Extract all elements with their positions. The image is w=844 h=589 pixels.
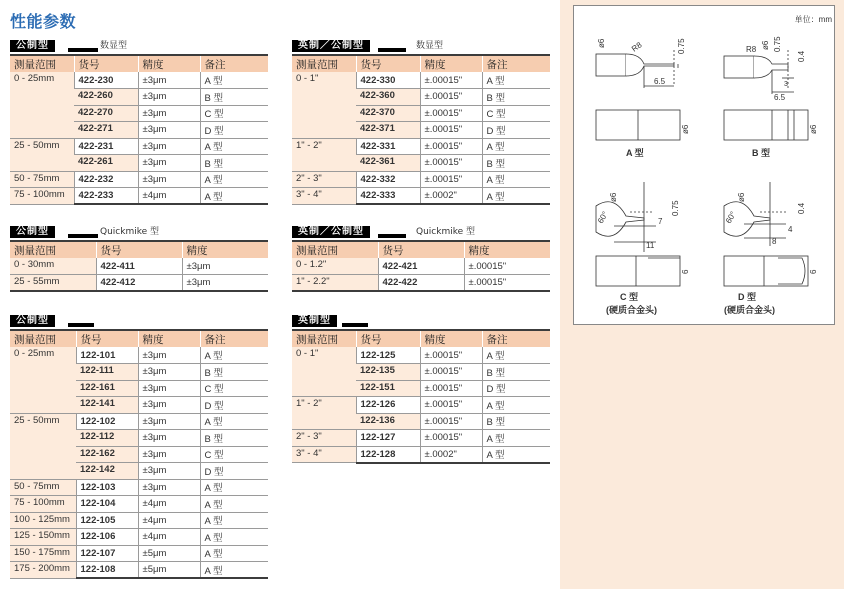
note-cell: C 型: [482, 105, 550, 122]
type-caption: A 型: [626, 148, 644, 158]
spec-table: [292, 329, 550, 464]
accuracy-cell: ±.00015": [420, 380, 482, 397]
note-cell: A 型: [200, 512, 268, 529]
part-number-cell: 422-370: [356, 105, 420, 122]
note-cell: A 型: [482, 347, 550, 364]
accuracy-cell: ±.00015": [420, 171, 482, 188]
accuracy-cell: ±.00015": [420, 138, 482, 155]
note-cell: B 型: [200, 155, 268, 172]
note-cell: A 型: [482, 171, 550, 188]
dim-label: ø6: [681, 124, 690, 134]
range-cell: 0 - 1": [292, 72, 356, 138]
part-number-cell: 122-106: [76, 529, 138, 546]
table-row: [292, 347, 550, 364]
accuracy-cell: ±.00015": [420, 72, 482, 89]
accuracy-cell: ±3μm: [138, 72, 200, 89]
note-cell: B 型: [482, 89, 550, 106]
note-cell: A 型: [482, 446, 550, 463]
table-header-row: [10, 55, 268, 72]
section-metric-standard: [10, 315, 268, 579]
note-cell: C 型: [200, 380, 268, 397]
range-cell: 3" - 4": [292, 188, 356, 205]
accuracy-cell: ±3μm: [138, 413, 200, 430]
dim-label: 4: [788, 225, 793, 234]
note-cell: A 型: [200, 171, 268, 188]
accuracy-cell: ±4μm: [138, 496, 200, 513]
column-header: 备注: [482, 55, 550, 72]
section-tag: 公制型: [10, 40, 55, 52]
table-row: [10, 258, 268, 275]
part-number-cell: 122-141: [76, 397, 138, 414]
note-cell: A 型: [200, 496, 268, 513]
table-row: [292, 258, 550, 275]
section-tag: 公制型: [10, 226, 55, 238]
column-header: 货号: [76, 330, 138, 347]
part-number-cell: 122-112: [76, 430, 138, 447]
dim-label: ø6: [609, 192, 618, 202]
section-rule: [68, 323, 94, 327]
accuracy-cell: ±3μm: [138, 446, 200, 463]
accuracy-cell: ±.0002": [420, 188, 482, 205]
dim-label: 0.4: [797, 50, 806, 62]
column-header: 备注: [200, 330, 268, 347]
column-header: 测量范围: [10, 330, 76, 347]
accuracy-cell: ±.00015": [420, 105, 482, 122]
section-metric-digital: [10, 40, 268, 205]
dim-label: 6.5: [654, 77, 666, 86]
table-row: [10, 275, 268, 292]
note-cell: B 型: [482, 364, 550, 381]
table-row: [292, 275, 550, 292]
dim-label: ø6: [761, 40, 770, 50]
note-cell: A 型: [200, 479, 268, 496]
accuracy-cell: ±3μm: [138, 138, 200, 155]
accuracy-cell: ±3μm: [182, 258, 268, 275]
dim-label: R8: [746, 45, 757, 54]
accuracy-cell: ±.00015": [420, 89, 482, 106]
accuracy-cell: ±3μm: [138, 105, 200, 122]
part-number-cell: 422-412: [96, 275, 182, 292]
part-number-cell: 422-361: [356, 155, 420, 172]
part-number-cell: 122-136: [356, 413, 420, 430]
note-cell: B 型: [200, 89, 268, 106]
table-row: [10, 529, 268, 546]
part-number-cell: 122-151: [356, 380, 420, 397]
range-cell: 75 - 100mm: [10, 496, 76, 513]
column-header: 测量范围: [292, 330, 356, 347]
note-cell: A 型: [482, 188, 550, 205]
column-header: 精度: [138, 330, 200, 347]
accuracy-cell: ±3μm: [138, 171, 200, 188]
dim-label: 3: [784, 81, 788, 88]
type-caption: C 型: [620, 292, 639, 302]
table-header-row: [292, 241, 550, 258]
dim-label: 11: [646, 241, 655, 250]
table-row: [292, 138, 550, 155]
table-row: [10, 496, 268, 513]
note-cell: C 型: [200, 446, 268, 463]
note-cell: A 型: [200, 138, 268, 155]
part-number-cell: 422-422: [378, 275, 464, 292]
accuracy-cell: ±3μm: [138, 380, 200, 397]
part-number-cell: 122-162: [76, 446, 138, 463]
note-cell: D 型: [482, 122, 550, 139]
column-header: 备注: [200, 55, 268, 72]
part-number-cell: 122-161: [76, 380, 138, 397]
note-cell: B 型: [200, 430, 268, 447]
table-row: [292, 188, 550, 205]
dim-label: ø6: [597, 38, 606, 48]
dim-label: 0.75: [671, 200, 680, 216]
part-number-cell: 422-231: [74, 138, 138, 155]
range-cell: 175 - 200mm: [10, 562, 76, 579]
table-row: [292, 397, 550, 414]
section-rule: [68, 48, 98, 52]
dim-label: 7: [658, 217, 663, 226]
section-imperial-standard: [292, 315, 550, 464]
dim-label: 0.75: [677, 38, 686, 54]
dim-label: ø6: [809, 124, 818, 134]
table-row: [292, 171, 550, 188]
part-number-cell: 422-332: [356, 171, 420, 188]
range-cell: 150 - 175mm: [10, 545, 76, 562]
part-number-cell: 122-125: [356, 347, 420, 364]
range-cell: 0 - 30mm: [10, 258, 96, 275]
section-rule: [378, 48, 406, 52]
range-cell: 50 - 75mm: [10, 171, 74, 188]
accuracy-cell: ±3μm: [138, 364, 200, 381]
part-number-cell: 122-111: [76, 364, 138, 381]
accuracy-cell: ±.00015": [420, 347, 482, 364]
part-number-cell: 422-333: [356, 188, 420, 205]
note-cell: A 型: [482, 430, 550, 447]
note-cell: A 型: [200, 72, 268, 89]
column-header: 货号: [378, 241, 464, 258]
note-cell: A 型: [200, 562, 268, 579]
accuracy-cell: ±3μm: [138, 479, 200, 496]
note-cell: D 型: [200, 397, 268, 414]
spec-table: [292, 240, 550, 292]
accuracy-cell: ±.00015": [420, 155, 482, 172]
part-number-cell: 422-270: [74, 105, 138, 122]
accuracy-cell: ±3μm: [138, 122, 200, 139]
table-row: [10, 512, 268, 529]
section-subtitle: 数显型: [416, 41, 444, 51]
part-number-cell: 122-102: [76, 413, 138, 430]
section-tag: 英制／公制型: [292, 226, 370, 238]
accuracy-cell: ±4μm: [138, 188, 200, 205]
part-number-cell: 422-371: [356, 122, 420, 139]
dim-label: 6: [809, 269, 818, 274]
accuracy-cell: ±5μm: [138, 562, 200, 579]
part-number-cell: 422-233: [74, 188, 138, 205]
section-rule: [342, 323, 368, 327]
accuracy-cell: ±3μm: [138, 89, 200, 106]
spec-table: [10, 240, 268, 292]
accuracy-cell: ±3μm: [182, 275, 268, 292]
type-d-diagram: [724, 182, 818, 315]
note-cell: C 型: [200, 105, 268, 122]
column-header: 备注: [482, 330, 550, 347]
note-cell: A 型: [200, 529, 268, 546]
range-cell: 2" - 3": [292, 171, 356, 188]
range-cell: 1" - 2": [292, 138, 356, 171]
dim-label: 6: [681, 269, 690, 274]
note-cell: D 型: [200, 463, 268, 480]
accuracy-cell: ±3μm: [138, 463, 200, 480]
section-imperial-digital: [292, 40, 550, 205]
note-cell: D 型: [200, 122, 268, 139]
table-row: [292, 72, 550, 89]
diagram-panel: [560, 0, 844, 589]
part-number-cell: 122-104: [76, 496, 138, 513]
table-row: [292, 430, 550, 447]
accuracy-cell: ±3μm: [138, 347, 200, 364]
table-header-row: [292, 330, 550, 347]
accuracy-cell: ±.00015": [420, 430, 482, 447]
part-number-cell: 422-360: [356, 89, 420, 106]
type-c-diagram: [596, 182, 690, 315]
page-title: 性能参数: [10, 12, 77, 31]
range-cell: 75 - 100mm: [10, 188, 74, 205]
range-cell: 0 - 25mm: [10, 347, 76, 413]
range-cell: 50 - 75mm: [10, 479, 76, 496]
part-number-cell: 122-127: [356, 430, 420, 447]
range-cell: 25 - 55mm: [10, 275, 96, 292]
anvil-diagrams: [574, 6, 836, 326]
table-row: [10, 138, 268, 155]
range-cell: 125 - 150mm: [10, 529, 76, 546]
table-row: [10, 171, 268, 188]
diagram-frame: [573, 5, 835, 325]
part-number-cell: 122-135: [356, 364, 420, 381]
table-row: [10, 545, 268, 562]
part-number-cell: 422-260: [74, 89, 138, 106]
part-number-cell: 122-126: [356, 397, 420, 414]
range-cell: 0 - 1.2": [292, 258, 378, 275]
type-b-diagram: [724, 36, 818, 158]
type-caption: D 型: [738, 292, 757, 302]
note-cell: A 型: [200, 413, 268, 430]
column-header: 货号: [356, 330, 420, 347]
accuracy-cell: ±.00015": [420, 397, 482, 414]
accuracy-cell: ±.00015": [464, 275, 550, 292]
accuracy-cell: ±4μm: [138, 529, 200, 546]
part-number-cell: 422-230: [74, 72, 138, 89]
part-number-cell: 422-331: [356, 138, 420, 155]
table-row: [10, 188, 268, 205]
table-header-row: [10, 330, 268, 347]
column-header: 精度: [420, 330, 482, 347]
section-metric-quickmike: [10, 226, 268, 292]
dim-label: 60°: [723, 210, 738, 225]
part-number-cell: 422-421: [378, 258, 464, 275]
part-number-cell: 122-105: [76, 512, 138, 529]
unit-label: 单位：mm: [794, 15, 832, 24]
column-header: 精度: [464, 241, 550, 258]
part-number-cell: 122-103: [76, 479, 138, 496]
part-number-cell: 122-107: [76, 545, 138, 562]
accuracy-cell: ±4μm: [138, 512, 200, 529]
spec-table: [10, 329, 268, 579]
section-tag: 英制型: [292, 315, 337, 327]
table-header-row: [10, 241, 268, 258]
column-header: 精度: [138, 55, 200, 72]
section-imperial-quickmike: [292, 226, 550, 292]
accuracy-cell: ±.0002": [420, 446, 482, 463]
spec-table: [292, 54, 550, 205]
table-row: [10, 562, 268, 579]
section-rule: [68, 234, 98, 238]
table-row: [10, 72, 268, 89]
accuracy-cell: ±.00015": [420, 122, 482, 139]
column-header: 精度: [182, 241, 268, 258]
table-header-row: [292, 55, 550, 72]
spec-table: [10, 54, 268, 205]
type-a-diagram: [596, 38, 690, 158]
note-cell: B 型: [482, 155, 550, 172]
dim-label: 8: [772, 237, 777, 246]
range-cell: 25 - 50mm: [10, 413, 76, 479]
section-subtitle: 数显型: [100, 41, 128, 51]
dim-label: 0.75: [773, 36, 782, 52]
part-number-cell: 422-261: [74, 155, 138, 172]
type-note: (硬质合金头): [724, 305, 775, 315]
accuracy-cell: ±3μm: [138, 155, 200, 172]
dim-label: ø6: [737, 192, 746, 202]
section-subtitle: Quickmike 型: [416, 227, 476, 237]
table-row: [10, 479, 268, 496]
dim-label: R8: [629, 40, 644, 54]
accuracy-cell: ±3μm: [138, 397, 200, 414]
note-cell: A 型: [200, 545, 268, 562]
part-number-cell: 122-142: [76, 463, 138, 480]
column-header: 精度: [420, 55, 482, 72]
part-number-cell: 422-411: [96, 258, 182, 275]
note-cell: B 型: [200, 364, 268, 381]
section-tag: 英制／公制型: [292, 40, 370, 52]
note-cell: A 型: [482, 72, 550, 89]
range-cell: 1" - 2": [292, 397, 356, 430]
accuracy-cell: ±.00015": [420, 364, 482, 381]
section-rule: [378, 234, 406, 238]
section-tag: 公制型: [10, 315, 55, 327]
note-cell: B 型: [482, 413, 550, 430]
type-caption: B 型: [752, 148, 771, 158]
range-cell: 1" - 2.2": [292, 275, 378, 292]
range-cell: 2" - 3": [292, 430, 356, 447]
table-row: [10, 347, 268, 364]
part-number-cell: 422-330: [356, 72, 420, 89]
column-header: 货号: [356, 55, 420, 72]
section-subtitle: Quickmike 型: [100, 227, 160, 237]
range-cell: 3" - 4": [292, 446, 356, 463]
note-cell: A 型: [200, 347, 268, 364]
table-row: [10, 413, 268, 430]
column-header: 货号: [74, 55, 138, 72]
part-number-cell: 122-101: [76, 347, 138, 364]
accuracy-cell: ±.00015": [420, 413, 482, 430]
note-cell: A 型: [482, 138, 550, 155]
column-header: 测量范围: [10, 241, 96, 258]
range-cell: 25 - 50mm: [10, 138, 74, 171]
column-header: 货号: [96, 241, 182, 258]
part-number-cell: 122-128: [356, 446, 420, 463]
note-cell: A 型: [482, 397, 550, 414]
type-note: (硬质合金头): [606, 305, 657, 315]
dim-label: 6.5: [774, 93, 786, 102]
note-cell: A 型: [200, 188, 268, 205]
part-number-cell: 122-108: [76, 562, 138, 579]
dim-label: 60°: [595, 210, 610, 225]
accuracy-cell: ±5μm: [138, 545, 200, 562]
column-header: 测量范围: [292, 241, 378, 258]
column-header: 测量范围: [10, 55, 74, 72]
accuracy-cell: ±.00015": [464, 258, 550, 275]
note-cell: D 型: [482, 380, 550, 397]
dim-label: 0.4: [797, 202, 806, 214]
column-header: 测量范围: [292, 55, 356, 72]
range-cell: 0 - 1": [292, 347, 356, 397]
range-cell: 100 - 125mm: [10, 512, 76, 529]
accuracy-cell: ±3μm: [138, 430, 200, 447]
part-number-cell: 422-271: [74, 122, 138, 139]
part-number-cell: 422-232: [74, 171, 138, 188]
table-row: [292, 446, 550, 463]
range-cell: 0 - 25mm: [10, 72, 74, 138]
